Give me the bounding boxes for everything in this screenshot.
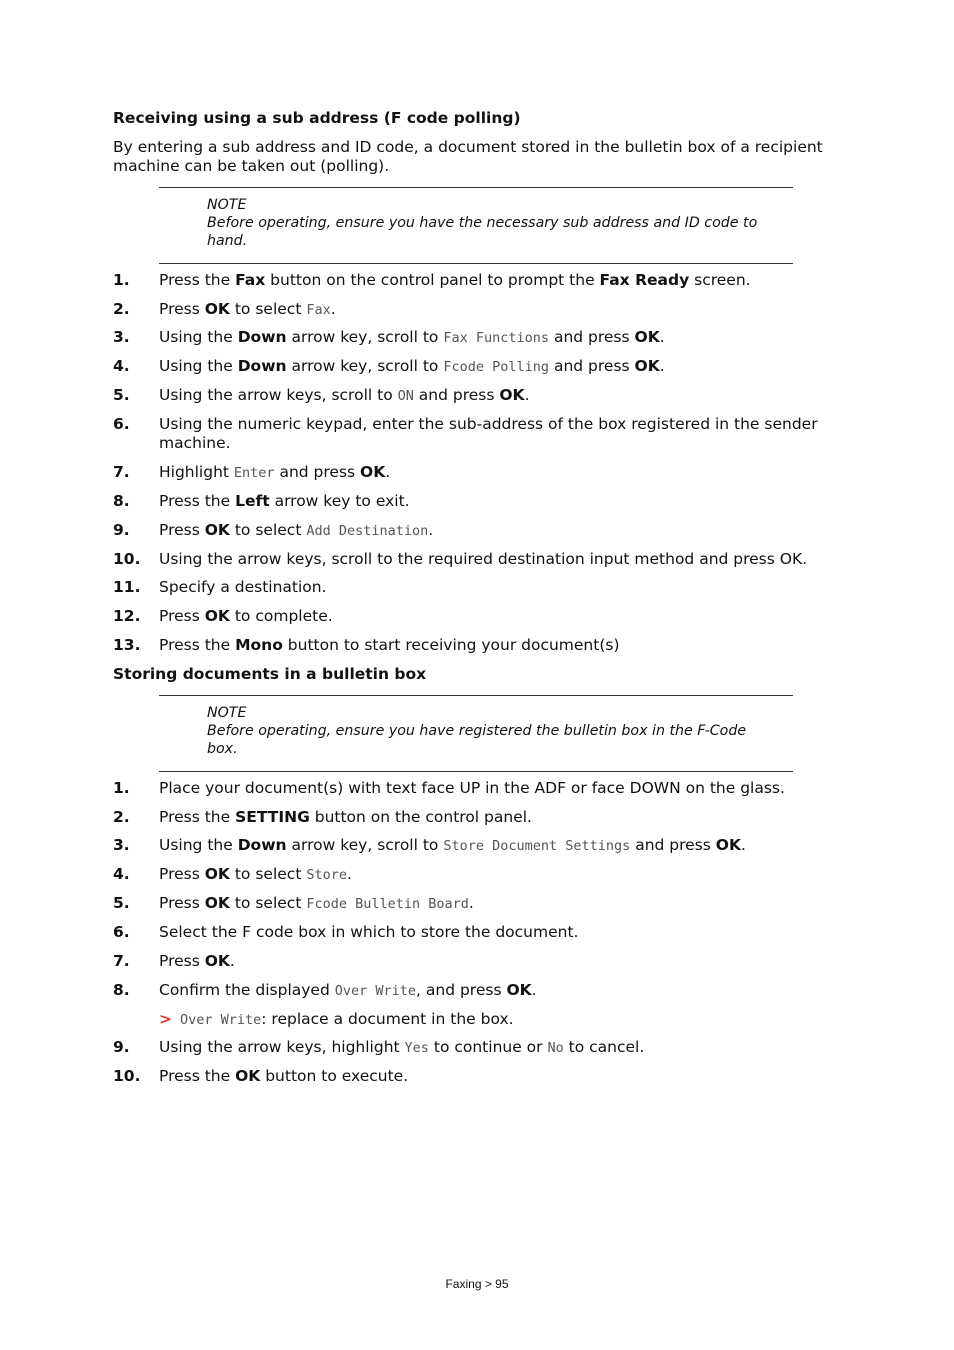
step-text-run: Press the <box>159 808 236 826</box>
step-text-run: . <box>330 300 336 318</box>
step-text <box>159 1038 838 1058</box>
arrow-bullet-icon: > <box>159 1010 172 1028</box>
step-item <box>113 952 838 971</box>
step-number: 12. <box>113 607 141 625</box>
step-text-run: arrow key, scroll to <box>286 357 444 375</box>
ui-code-text: Fax <box>306 302 331 318</box>
step-text-run: Using the <box>159 328 238 346</box>
step-text <box>159 779 838 798</box>
sub-bullet-over-write <box>159 1010 514 1030</box>
bold-term: OK <box>204 865 230 883</box>
step-number: 4. <box>113 865 130 883</box>
step-item <box>113 300 838 320</box>
step-text <box>159 981 838 1001</box>
step-item <box>113 865 838 885</box>
step-text <box>159 607 838 626</box>
step-text-run: button to execute. <box>260 1067 409 1085</box>
ui-code-text: Store Document Settings <box>443 838 631 854</box>
step-number: 3. <box>113 836 130 854</box>
step-item <box>113 923 838 942</box>
step-item <box>113 578 838 597</box>
step-text <box>159 952 838 971</box>
bold-term: OK <box>204 521 230 539</box>
step-text <box>159 386 838 406</box>
step-text <box>159 923 838 942</box>
step-item <box>113 779 838 798</box>
bold-term: OK <box>634 328 660 346</box>
note-box-1 <box>159 187 793 264</box>
step-text-run: and press <box>630 836 716 854</box>
step-text-run: Select the F code box in which to store the document. <box>159 923 579 941</box>
step-number: 4. <box>113 357 130 375</box>
ui-code-text: Fax Functions <box>443 330 550 346</box>
bold-term: OK <box>634 357 660 375</box>
step-text-run: . <box>659 328 665 346</box>
step-item <box>113 328 838 348</box>
note-box-2 <box>159 695 793 772</box>
step-text-run: arrow key to exit. <box>269 492 410 510</box>
step-text <box>159 328 838 348</box>
bold-term: Left <box>235 492 270 510</box>
step-number: 2. <box>113 300 130 318</box>
step-number: 1. <box>113 271 130 289</box>
step-item <box>113 357 838 377</box>
step-number: 5. <box>113 894 130 912</box>
step-item <box>113 415 838 453</box>
step-text-run: Using the <box>159 836 238 854</box>
step-text <box>159 836 838 856</box>
step-number: 10. <box>113 550 141 568</box>
bold-term: Mono <box>235 636 283 654</box>
ui-code-text: Over Write <box>334 983 417 999</box>
step-text-run: Highlight <box>159 463 234 481</box>
step-text <box>159 521 838 541</box>
ui-code-text: No <box>547 1040 564 1056</box>
step-text-run: . <box>428 521 434 539</box>
step-text-run: Press the <box>159 271 236 289</box>
step-text-run: button on the control panel to prompt the <box>265 271 600 289</box>
step-text <box>159 865 838 885</box>
bold-term: OK <box>506 981 532 999</box>
bold-term: Down <box>237 328 287 346</box>
step-number: 6. <box>113 923 130 941</box>
step-number: 6. <box>113 415 130 433</box>
bold-term: OK <box>360 463 386 481</box>
step-text-run: Press <box>159 865 205 883</box>
step-text-run: . <box>659 357 665 375</box>
step-text-run: Press <box>159 521 205 539</box>
step-text-run: Using the arrow keys, highlight <box>159 1038 405 1056</box>
step-text-run: Using the numeric keypad, enter the sub-address of the box registered in the sender machine. <box>159 415 818 452</box>
bold-term: OK <box>204 894 230 912</box>
step-item <box>113 271 838 290</box>
step-text-run: Using the arrow keys, scroll to the required destination input method and press OK. <box>159 550 808 568</box>
intro-paragraph: By entering a sub address and ID code, a document stored in the bulletin box of a recipient machine can be taken out (polling). <box>113 138 823 175</box>
step-text-run: to select <box>229 894 307 912</box>
bold-term: Fax <box>235 271 266 289</box>
ui-code-text: Add Destination <box>306 523 429 539</box>
step-text <box>159 1067 838 1086</box>
step-text-run: and press <box>274 463 361 481</box>
step-text-run: , and press <box>416 981 507 999</box>
step-text <box>159 492 838 511</box>
note-text: Before operating, ensure you have the necessary sub address and ID code to hand. <box>207 215 758 249</box>
step-item <box>113 386 838 406</box>
step-text-run: . <box>740 836 746 854</box>
step-text-run: to select <box>229 300 307 318</box>
step-text-run: button on the control panel. <box>309 808 532 826</box>
bold-term: OK <box>499 386 525 404</box>
step-text-run: Using the arrow keys, scroll to <box>159 386 398 404</box>
step-item <box>113 1038 838 1058</box>
step-number: 7. <box>113 952 130 970</box>
step-item <box>113 894 838 914</box>
step-text-run: to select <box>229 865 307 883</box>
step-text-run: and press <box>549 328 635 346</box>
step-item <box>113 836 838 856</box>
step-text-run: Press the <box>159 492 236 510</box>
step-item <box>113 550 838 569</box>
step-text-run: to cancel. <box>563 1038 645 1056</box>
note-text: Before operating, ensure you have registered the bulletin box in the F-Code box. <box>207 723 747 757</box>
step-text-run: arrow key, scroll to <box>286 836 444 854</box>
ui-code-text: Enter <box>233 465 275 481</box>
step-text <box>159 271 838 290</box>
step-text-run: Press the <box>159 636 236 654</box>
step-number: 3. <box>113 328 130 346</box>
step-text-run: . <box>531 981 537 999</box>
step-text-run: button to start receiving your document(s) <box>282 636 620 654</box>
step-text-run: . <box>468 894 474 912</box>
ui-code-text: Fcode Bulletin Board <box>306 896 469 912</box>
step-text <box>159 463 838 483</box>
step-item <box>113 521 838 541</box>
step-item <box>113 463 838 483</box>
step-number: 1. <box>113 779 130 797</box>
step-number: 5. <box>113 386 130 404</box>
step-number: 9. <box>113 521 130 539</box>
step-text <box>159 808 838 827</box>
bold-term: SETTING <box>235 808 310 826</box>
step-text-run: to continue or <box>428 1038 548 1056</box>
step-number: 2. <box>113 808 130 826</box>
bold-term: OK <box>715 836 741 854</box>
step-text-run: Place your document(s) with text face UP in the ADF or face DOWN on the glass. <box>159 779 785 797</box>
ui-code-text: ON <box>397 388 414 404</box>
step-text-run: Press <box>159 607 205 625</box>
step-text-run: and press <box>549 357 635 375</box>
step-text-run: . <box>229 952 235 970</box>
step-text <box>159 300 838 320</box>
step-item <box>113 607 838 626</box>
step-text-run: to complete. <box>229 607 333 625</box>
note-label: NOTE <box>207 197 247 213</box>
step-item <box>113 1067 838 1086</box>
step-number: 8. <box>113 492 130 510</box>
step-text-run: and press <box>413 386 500 404</box>
step-text-run: . <box>385 463 391 481</box>
bold-term: OK <box>204 952 230 970</box>
bold-term: OK <box>204 300 230 318</box>
step-text-run: Confirm the displayed <box>159 981 335 999</box>
step-number: 13. <box>113 636 141 654</box>
step-number: 11. <box>113 578 141 596</box>
step-number: 9. <box>113 1038 130 1056</box>
step-item <box>113 981 838 1001</box>
step-text <box>159 636 838 655</box>
section-heading-fcode-polling: Receiving using a sub address (F code polling) <box>113 109 521 127</box>
step-text-run: Press <box>159 894 205 912</box>
sub-bullet-code: Over Write <box>180 1012 262 1028</box>
step-text <box>159 357 838 377</box>
sub-bullet-text: : replace a document in the box. <box>261 1010 514 1028</box>
step-text <box>159 550 838 569</box>
step-text-run: Press the <box>159 1067 236 1085</box>
step-text-run: Specify a destination. <box>159 578 327 596</box>
step-text <box>159 415 838 453</box>
step-number: 7. <box>113 463 130 481</box>
step-text-run: Press <box>159 952 205 970</box>
ui-code-text: Yes <box>404 1040 429 1056</box>
step-number: 8. <box>113 981 130 999</box>
bold-term: OK <box>235 1067 261 1085</box>
step-text <box>159 578 838 597</box>
step-text-run: screen. <box>689 271 751 289</box>
note-label: NOTE <box>207 705 247 721</box>
ui-code-text: Store <box>306 867 347 883</box>
step-item <box>113 808 838 827</box>
step-text-run: Using the <box>159 357 238 375</box>
step-text-run: Press <box>159 300 205 318</box>
step-text-run: to select <box>229 521 307 539</box>
bold-term: Down <box>237 836 287 854</box>
step-text-run: arrow key, scroll to <box>286 328 444 346</box>
bold-term: Down <box>237 357 287 375</box>
step-text-run: . <box>524 386 530 404</box>
step-text-run: . <box>346 865 352 883</box>
step-item <box>113 636 838 655</box>
ui-code-text: Fcode Polling <box>443 359 550 375</box>
bold-term: Fax Ready <box>599 271 690 289</box>
section-heading-bulletin-box: Storing documents in a bulletin box <box>113 665 427 683</box>
step-number: 10. <box>113 1067 141 1085</box>
page-footer: Faxing > 95 <box>445 1277 509 1291</box>
step-text <box>159 894 838 914</box>
bold-term: OK <box>204 607 230 625</box>
step-item <box>113 492 838 511</box>
